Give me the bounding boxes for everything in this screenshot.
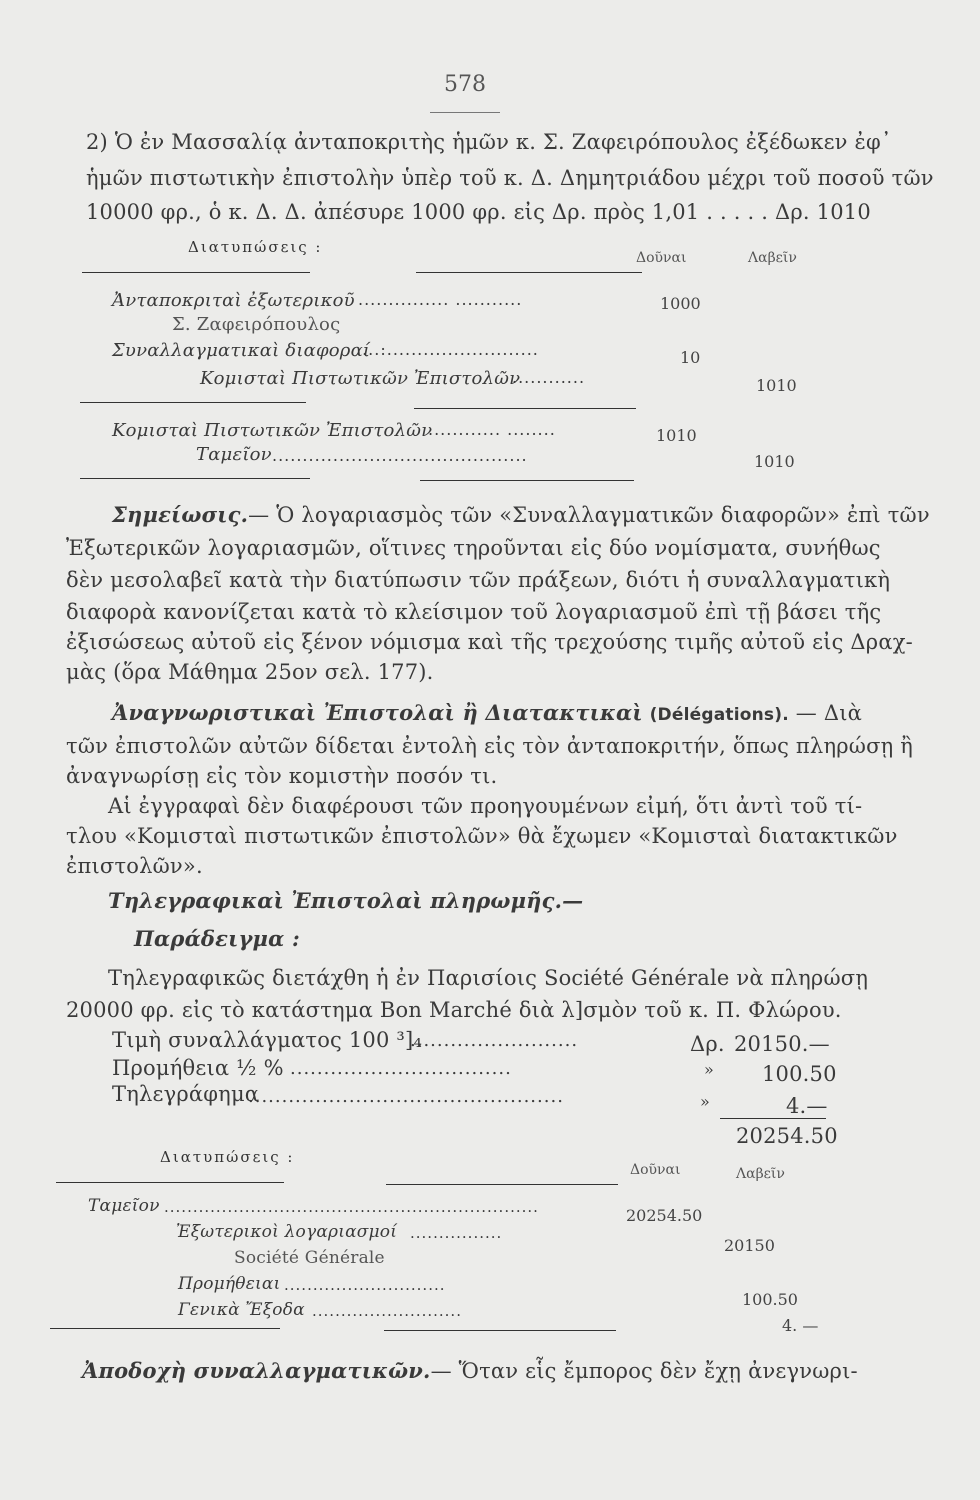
calc-total: 20254.50	[736, 1124, 838, 1148]
entries2-row4-credit: 100.50	[742, 1290, 798, 1309]
entries2-rule-left	[56, 1182, 284, 1183]
entries1-rule3-right	[420, 480, 634, 481]
entries2-rule2-right	[384, 1330, 616, 1331]
telegraphic-line-2: 20000 φρ. εἰς τὸ κατάστημα Bon Marché διὰ λ]σμὸν τοῦ κ. Π. Φλώρου.	[66, 998, 842, 1022]
calc-row1-leader: .........................	[410, 1030, 579, 1051]
calc-row2-leader: .................................	[290, 1058, 512, 1079]
entries1-row1-label: Ἀνταποκριταὶ ἐξωτερικοῦ	[112, 290, 355, 311]
delegations-line-6: ἐπιστολῶν».	[66, 854, 203, 878]
entries2-col-credit: Λαβεῖν	[736, 1166, 785, 1182]
calc-sum-rule	[720, 1118, 826, 1119]
entries1-row5-label: Κομισταὶ Πιστωτικῶν Ἐπιστολῶν	[112, 420, 433, 441]
delegations-line-4: Αἱ ἐγγραφαὶ δὲν διαφέρουσι τῶν προηγουμένων εἰμή, ὅτι ἀντὶ τοῦ τί-	[108, 794, 863, 818]
acceptance-title: Ἀποδοχὴ συναλλαγματικῶν.	[82, 1358, 431, 1383]
delegations-line-1	[112, 700, 862, 725]
entries1-col-credit: Λαβεῖν	[748, 250, 797, 266]
entries1-heading: Διατυπώσεις :	[188, 238, 323, 256]
calc-row3-leader: ...............................................	[248, 1086, 564, 1107]
delegations-title-en: (Délégations).	[649, 705, 789, 725]
intro-line-3: 10000 φρ., ὁ κ. Δ. Δ. ἀπέσυρε 1000 φρ. εἰς Δρ. πρὸς 1,01 . . . . . Δρ. 1010	[86, 200, 871, 224]
calc-row1-currency: Δρ.	[690, 1032, 725, 1056]
entries2-rule-right	[386, 1184, 618, 1185]
entries2-row5-label: Γενικὰ Ἔξοδα	[178, 1300, 305, 1320]
entries2-row2-leader: ................	[410, 1224, 503, 1242]
calc-row3-label: Τηλεγράφημα	[112, 1082, 260, 1106]
delegations-line-5: τλου «Κομισταὶ πιστωτικῶν ἐπιστολῶν» θὰ ἔχωμεν «Κομισταὶ διατακτικῶν	[66, 824, 898, 848]
note-line-6: μὰς (ὅρα Μάθημα 25ον σελ. 177).	[66, 660, 434, 684]
entries1-row2-label: Σ. Ζαφειρόπουλος	[172, 314, 341, 335]
entries1-row3-label: Συναλλαγματικαὶ διαφοραί	[112, 340, 371, 361]
delegations-line-1-rest: — Διὰ	[795, 701, 863, 725]
entries2-row2-credit: 20150	[724, 1236, 775, 1255]
note-line-1	[112, 502, 930, 527]
entries1-row6-label: Ταμεῖον	[196, 444, 272, 465]
note-line-5: ἐξισώσεως αὐτοῦ εἰς ξένον νόμισμα καὶ τῆς τρεχούσης τιμῆς αὐτοῦ εἰς Δραχ-	[66, 630, 913, 654]
entries2-row1-debit: 20254.50	[626, 1206, 703, 1225]
intro-line-1: 2) Ὁ ἐν Μασσαλίᾳ ἀνταποκριτὴς ἡμῶν κ. Σ. Ζαφειρόπουλος ἐξέδωκεν ἐφ᾽	[86, 130, 892, 154]
telegraphic-title: Τηλεγραφικαὶ Ἐπιστολαὶ πληρωμῆς.—	[108, 888, 584, 913]
calc-row3-currency: »	[700, 1092, 710, 1111]
entries1-row6-credit: 1010	[754, 452, 795, 471]
note-line-3: δὲν μεσολαβεῖ κατὰ τὴν διατύπωσιν τῶν πράξεων, διότι ἡ συναλλαγματικὴ	[66, 568, 891, 592]
entries2-rule2-left	[50, 1328, 280, 1329]
entries1-row5-leader: ............ ........	[428, 420, 556, 439]
entries2-row1-label: Ταμεῖον	[88, 1196, 160, 1216]
note-line-1-text: — Ὁ λογαριασμὸς τῶν «Συναλλαγματικῶν διαφορῶν» ἐπὶ τῶν	[248, 503, 930, 527]
entries1-row3-leader: ....:.........................	[356, 340, 539, 359]
entries2-row1-leader: .................................................................	[164, 1198, 539, 1216]
calc-row2-value: 100.50	[762, 1062, 837, 1086]
entries1-rule2-left	[80, 402, 306, 403]
entries1-row6-leader: ..........................................	[272, 446, 528, 465]
entries2-row5-leader: ..........................	[312, 1302, 462, 1320]
delegations-line-2: τῶν ἐπιστολῶν αὐτῶν δίδεται ἐντολὴ εἰς τὸν ἀνταποκριτήν, ὅπως πληρώσῃ ἢ	[66, 734, 914, 758]
entries2-col-debit: Δοῦναι	[630, 1162, 681, 1178]
calc-row2-label: Προμήθεια ½ %	[112, 1056, 284, 1080]
entries1-row4-credit: 1010	[756, 376, 797, 395]
entries2-row5-credit: 4. —	[782, 1316, 819, 1335]
delegations-title: Ἀναγνωριστικαὶ Ἐπιστολαὶ ἢ Διατακτικαὶ	[112, 700, 643, 725]
note-title: Σημείωσις.	[112, 502, 249, 527]
entries2-row4-label: Προμήθειαι	[178, 1274, 281, 1294]
entries2-heading: Διατυπώσεις :	[160, 1148, 295, 1166]
telegraphic-line-1: Τηλεγραφικῶς διετάχθη ἡ ἐν Παρισίοις Société Générale νὰ πληρώσῃ	[108, 966, 869, 990]
acceptance-text: — Ὅταν εἷς ἔμπορος δὲν ἔχῃ ἀνεγνωρι-	[430, 1359, 858, 1383]
entries1-rule2-right	[414, 408, 636, 409]
acceptance-line	[82, 1358, 858, 1383]
calc-row3-value: 4.—	[786, 1094, 828, 1118]
calc-row1-value: 20150.—	[734, 1032, 830, 1056]
note-line-4: διαφορὰ κανονίζεται κατὰ τὸ κλείσιμον τοῦ λογαριασμοῦ ἐπὶ τῇ βάσει τῆς	[66, 600, 882, 624]
entries1-row1-leader: ............... ...........	[358, 290, 523, 309]
entries1-col-debit: Δοῦναι	[636, 250, 687, 266]
entries1-rule3-left	[80, 478, 310, 479]
entries2-row2-label: Ἐξωτερικοὶ λογαριασμοί	[176, 1222, 398, 1242]
calc-row2-currency: »	[704, 1060, 714, 1079]
entries2-row3-label: Société Générale	[234, 1248, 385, 1268]
page-number: 578	[444, 72, 486, 97]
delegations-line-3: ἀναγνωρίσῃ εἰς τὸν κομιστὴν ποσόν τι.	[66, 764, 498, 788]
intro-line-2: ἡμῶν πιστωτικὴν ἐπιστολὴν ὑπὲρ τοῦ κ. Δ. Δημητριάδου μέχρι τοῦ ποσοῦ τῶν	[86, 166, 934, 190]
entries1-row1-debit: 1000	[660, 294, 701, 313]
telegraphic-example: Παράδειγμα :	[134, 926, 300, 951]
entries2-row4-leader: ............................	[284, 1276, 446, 1294]
entries1-rule-right	[416, 272, 642, 273]
entries1-row5-debit: 1010	[656, 426, 697, 445]
note-line-2: Ἐξωτερικῶν λογαριασμῶν, οἵτινες τηροῦνται εἰς δύο νομίσματα, συνήθως	[66, 536, 881, 560]
entries1-row4-label: Κομισταὶ Πιστωτικῶν Ἐπιστολῶν	[200, 368, 521, 389]
page-number-underline	[430, 112, 500, 113]
entries1-row3-debit: 10	[680, 348, 701, 367]
entries1-rule-left	[82, 272, 310, 273]
calc-row1-label: Τιμὴ συναλλάγματος 100 ³]₄	[112, 1028, 423, 1052]
entries1-row4-leader: ............	[512, 368, 586, 387]
